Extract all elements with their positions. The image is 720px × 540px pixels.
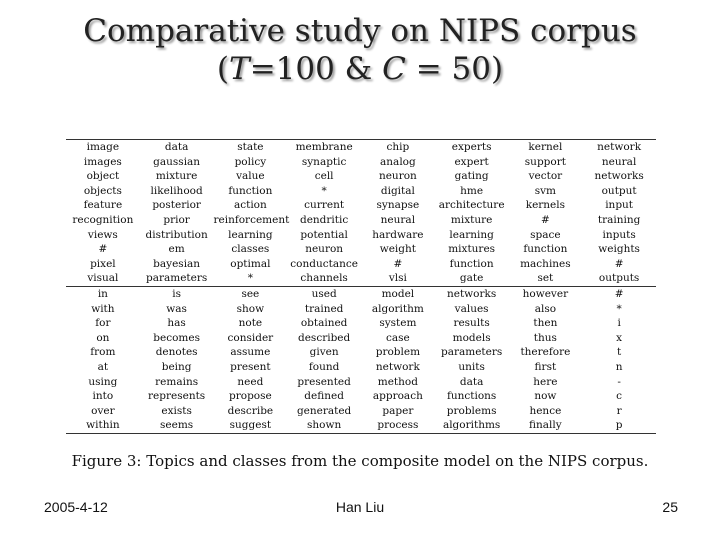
table-cell: object xyxy=(86,170,120,183)
title-post: = 50) xyxy=(405,51,504,87)
class-row xyxy=(66,302,656,317)
table-cell: dendritic xyxy=(299,213,349,226)
topic-row xyxy=(66,169,656,184)
title-C: C xyxy=(382,51,406,87)
table-cell: represents xyxy=(148,390,206,403)
table-cell: on xyxy=(96,331,110,344)
table-cell: parameters xyxy=(440,346,503,359)
table-cell: first xyxy=(534,360,557,373)
table-cell: learning xyxy=(449,228,494,241)
table-cell: vlsi xyxy=(388,272,407,285)
table-cell: feature xyxy=(83,199,123,212)
figure-table xyxy=(66,139,656,434)
table-cell: images xyxy=(83,155,122,168)
class-row xyxy=(66,389,656,404)
table-cell: recognition xyxy=(72,213,134,226)
table-cell: p xyxy=(615,419,623,432)
table-cell: was xyxy=(166,302,187,315)
table-cell: * xyxy=(616,302,622,315)
table-cell: support xyxy=(524,155,566,168)
table-cell: input xyxy=(605,199,634,212)
table-cell: into xyxy=(92,390,114,403)
table-cell: given xyxy=(309,346,339,359)
table-cell: suggest xyxy=(229,419,272,432)
class-row xyxy=(66,345,656,360)
table-cell: # xyxy=(540,213,550,226)
table-cell: * xyxy=(247,272,253,285)
table-cell: hardware xyxy=(372,228,424,241)
table-cell: networks xyxy=(435,286,509,301)
table-cell: weight xyxy=(379,243,416,256)
table-cell: analog xyxy=(380,155,416,168)
table-cell: therefore xyxy=(520,346,571,359)
table-cell: need xyxy=(237,375,264,388)
table-cell: inputs xyxy=(602,228,636,241)
class-row xyxy=(66,286,656,301)
table-cell: mixture xyxy=(450,213,493,226)
table-cell: architecture xyxy=(438,199,505,212)
table-cell: neural xyxy=(601,155,637,168)
class-row xyxy=(66,404,656,419)
table-cell: at xyxy=(97,360,109,373)
table-cell: pixel xyxy=(90,257,116,270)
table-cell: network xyxy=(597,141,642,153)
table-bottom-rule xyxy=(66,433,656,434)
table-cell: in xyxy=(66,286,140,301)
table-cell: exists xyxy=(161,404,192,417)
table-cell: expert xyxy=(454,155,489,168)
table-cell: visual xyxy=(87,272,119,285)
table-cell: gaussian xyxy=(153,155,201,168)
table-cell: network xyxy=(375,360,420,373)
topic-row xyxy=(66,155,656,170)
topic-row xyxy=(66,198,656,213)
table-cell: distribution xyxy=(145,228,208,241)
footer-page-number: 25 xyxy=(662,499,678,515)
table-cell: case xyxy=(386,331,410,344)
table-cell: bayesian xyxy=(153,257,201,270)
table-cell: kernel xyxy=(528,141,563,153)
table-cell: state xyxy=(237,141,264,153)
table-cell: conductance xyxy=(290,257,358,270)
table-cell: approach xyxy=(372,390,423,403)
table-cell: has xyxy=(167,317,186,330)
table-cell: set xyxy=(537,272,554,285)
table-cell: - xyxy=(617,375,621,388)
topic-row xyxy=(66,242,656,257)
table-cell: learning xyxy=(228,228,273,241)
class-row xyxy=(66,316,656,331)
table-cell: consider xyxy=(227,331,274,344)
table-cell: becomes xyxy=(153,331,200,344)
table-cell: models xyxy=(452,331,491,344)
table-cell: # xyxy=(393,257,403,270)
table-cell: t xyxy=(617,346,622,359)
table-cell: trained xyxy=(304,302,344,315)
table-cell: neural xyxy=(380,213,416,226)
topic-row xyxy=(66,213,656,228)
table-cell: presented xyxy=(297,375,351,388)
footer-date: 2005-4-12 xyxy=(44,499,108,515)
table-cell: neuron xyxy=(378,170,417,183)
table-cell: assume xyxy=(230,346,271,359)
table-cell: over xyxy=(91,404,115,417)
table-cell: * xyxy=(321,184,327,197)
table-cell: likelihood xyxy=(150,184,203,197)
table-cell: obtained xyxy=(300,317,348,330)
table-cell: synapse xyxy=(376,199,420,212)
table-cell: from xyxy=(90,346,116,359)
topic-row xyxy=(66,184,656,199)
table-cell: value xyxy=(236,170,265,183)
topic-row xyxy=(66,257,656,272)
table-cell: neuron xyxy=(305,243,344,256)
table-cell: denotes xyxy=(155,346,198,359)
table-cell: training xyxy=(597,213,641,226)
table-cell: # xyxy=(98,243,108,256)
table-cell: paper xyxy=(382,404,414,417)
table-cell: method xyxy=(377,375,418,388)
table-cell: i xyxy=(617,317,621,330)
table-cell: posterior xyxy=(152,199,201,212)
table-cell: hence xyxy=(529,404,562,417)
table-cell: problem xyxy=(375,346,421,359)
class-row xyxy=(66,360,656,375)
table-cell: mixture xyxy=(155,170,198,183)
class-row xyxy=(66,331,656,346)
table-cell: then xyxy=(533,317,558,330)
table-cell: svm xyxy=(534,184,557,197)
table-cell: digital xyxy=(380,184,415,197)
table-cell: present xyxy=(230,360,271,373)
footer-author: Han Liu xyxy=(335,499,385,515)
table-cell: parameters xyxy=(145,272,208,285)
table-cell: data xyxy=(164,141,189,153)
table-cell: however xyxy=(509,286,583,301)
table-cell: see xyxy=(214,286,288,301)
table-cell: described xyxy=(298,331,351,344)
table-cell: membrane xyxy=(295,141,353,153)
table-cell: within xyxy=(86,419,120,432)
table-cell: weights xyxy=(598,243,640,256)
table-cell: experts xyxy=(451,141,492,153)
table-cell: machines xyxy=(520,257,571,270)
table-cell: with xyxy=(91,302,115,315)
table-cell: system xyxy=(379,317,417,330)
table-cell: c xyxy=(616,390,623,403)
table-cell: # xyxy=(614,257,624,270)
title-T: T xyxy=(229,51,250,87)
title-line-2 xyxy=(0,50,720,88)
table-cell: note xyxy=(238,317,263,330)
table-cell: current xyxy=(304,199,345,212)
table-cell: values xyxy=(454,302,489,315)
table-cell: prior xyxy=(163,213,190,226)
table-cell: kernels xyxy=(525,199,566,212)
table-cell: seems xyxy=(160,419,194,432)
table-cell: reinforcement xyxy=(213,213,290,226)
table-cell: using xyxy=(88,375,118,388)
table-cell: problems xyxy=(446,404,497,417)
table-cell: x xyxy=(616,331,623,344)
table-cell: functions xyxy=(446,390,497,403)
topic-row xyxy=(66,271,656,286)
table-cell: views xyxy=(87,228,118,241)
topics-classes-table xyxy=(66,140,656,433)
table-cell: propose xyxy=(229,390,272,403)
table-cell: thus xyxy=(533,331,557,344)
table-cell: finally xyxy=(529,419,562,432)
table-cell: potential xyxy=(300,228,348,241)
table-cell: optimal xyxy=(230,257,271,270)
table-cell: # xyxy=(582,286,656,301)
table-cell: now xyxy=(534,390,557,403)
table-cell: image xyxy=(86,141,120,153)
table-cell: gating xyxy=(454,170,489,183)
table-cell: function xyxy=(523,243,568,256)
topic-row xyxy=(66,228,656,243)
class-row xyxy=(66,418,656,433)
table-cell: also xyxy=(534,302,557,315)
table-cell: classes xyxy=(231,243,270,256)
table-cell: chip xyxy=(386,141,410,153)
table-cell: used xyxy=(287,286,361,301)
table-cell: model xyxy=(361,286,435,301)
table-cell: describe xyxy=(227,404,274,417)
slide-title xyxy=(0,12,720,88)
table-cell: function xyxy=(228,184,273,197)
table-cell: hme xyxy=(460,184,484,197)
table-cell: show xyxy=(236,302,265,315)
table-cell: process xyxy=(377,419,419,432)
table-cell: objects xyxy=(83,184,122,197)
table-cell: n xyxy=(615,360,623,373)
table-cell: shown xyxy=(307,419,342,432)
table-cell: algorithm xyxy=(371,302,424,315)
table-cell: gate xyxy=(459,272,484,285)
table-cell: r xyxy=(616,404,622,417)
table-cell: outputs xyxy=(598,272,640,285)
table-cell: channels xyxy=(300,272,348,285)
table-cell: for xyxy=(95,317,111,330)
table-cell: remains xyxy=(155,375,199,388)
table-cell: found xyxy=(308,360,340,373)
table-cell: units xyxy=(458,360,485,373)
table-cell: policy xyxy=(234,155,267,168)
table-cell: function xyxy=(449,257,494,270)
table-cell: generated xyxy=(296,404,352,417)
title-paren-open: ( xyxy=(216,51,229,87)
table-cell: being xyxy=(161,360,192,373)
table-cell: synaptic xyxy=(301,155,347,168)
title-mid: =100 & xyxy=(249,51,383,87)
title-line-1: Comparative study on NIPS corpus xyxy=(83,13,637,49)
table-cell: vector xyxy=(528,170,563,183)
table-cell: cell xyxy=(314,170,334,183)
figure-caption: Figure 3: Topics and classes from the composite model on the NIPS corpus. xyxy=(71,452,649,470)
table-cell: is xyxy=(140,286,214,301)
topic-row xyxy=(66,140,656,155)
table-cell: defined xyxy=(304,390,344,403)
table-cell: space xyxy=(530,228,561,241)
table-cell: data xyxy=(459,375,484,388)
table-cell: here xyxy=(533,375,558,388)
table-cell: action xyxy=(233,199,267,212)
table-cell: results xyxy=(453,317,490,330)
class-row xyxy=(66,375,656,390)
table-cell: output xyxy=(601,184,637,197)
table-cell: algorithms xyxy=(442,419,501,432)
table-cell: mixtures xyxy=(448,243,496,256)
table-cell: em xyxy=(168,243,185,256)
table-cell: networks xyxy=(594,170,644,183)
